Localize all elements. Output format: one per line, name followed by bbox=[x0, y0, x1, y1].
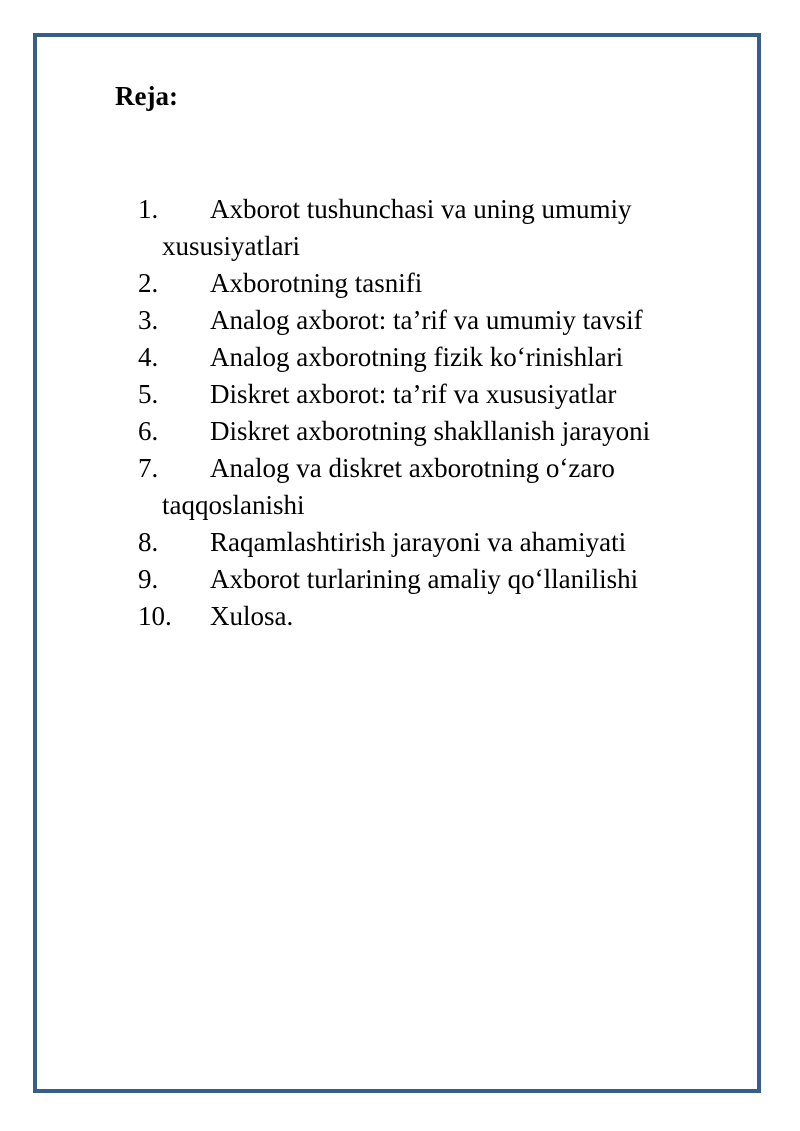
list-item bbox=[138, 302, 748, 339]
list-item-text: Axborot turlarining amaliy qo‘llanilishi bbox=[210, 564, 639, 594]
list-item-number: 2. bbox=[138, 268, 159, 298]
list-item-number: 1. bbox=[138, 194, 159, 224]
list-item-text: Analog axborotning fizik ko‘rinishlari bbox=[210, 342, 624, 372]
list-item bbox=[138, 413, 748, 450]
list-item bbox=[138, 561, 748, 598]
list-item-number: 3. bbox=[138, 305, 159, 335]
list-item-number: 9. bbox=[138, 564, 159, 594]
list-item-number: 7. bbox=[138, 453, 159, 483]
list-item-text: Diskret axborot: ta’rif va xususiyatlar bbox=[210, 379, 617, 409]
list-item-number: 8. bbox=[138, 527, 159, 557]
list-item-number: 10. bbox=[138, 601, 172, 631]
list-item-number: 6. bbox=[138, 416, 159, 446]
list-item-text-continuation: xususiyatlari bbox=[162, 231, 300, 261]
plan-list bbox=[138, 191, 748, 635]
list-item bbox=[138, 265, 748, 302]
list-item-text: Axborotning tasnifi bbox=[210, 268, 423, 298]
list-item bbox=[138, 376, 748, 413]
list-item bbox=[138, 524, 748, 561]
list-item-number: 5. bbox=[138, 379, 159, 409]
page-title: Reja: bbox=[115, 81, 178, 111]
list-item-text: Analog va diskret axborotning o‘zaro bbox=[210, 453, 615, 483]
list-item-text: Analog axborot: ta’rif va umumiy tavsif bbox=[210, 305, 643, 335]
list-item-number: 4. bbox=[138, 342, 159, 372]
list-item-text: Diskret axborotning shakllanish jarayoni bbox=[210, 416, 651, 446]
list-item bbox=[138, 598, 748, 635]
list-item bbox=[138, 339, 748, 376]
list-item bbox=[138, 191, 748, 265]
list-item-text: Xulosa. bbox=[210, 601, 294, 631]
list-item-text: Axborot tushunchasi va uning umumiy bbox=[210, 194, 632, 224]
list-item-text-continuation: taqqoslanishi bbox=[162, 490, 305, 520]
list-item bbox=[138, 450, 748, 524]
list-item-text: Raqamlashtirish jarayoni va ahamiyati bbox=[210, 527, 627, 557]
